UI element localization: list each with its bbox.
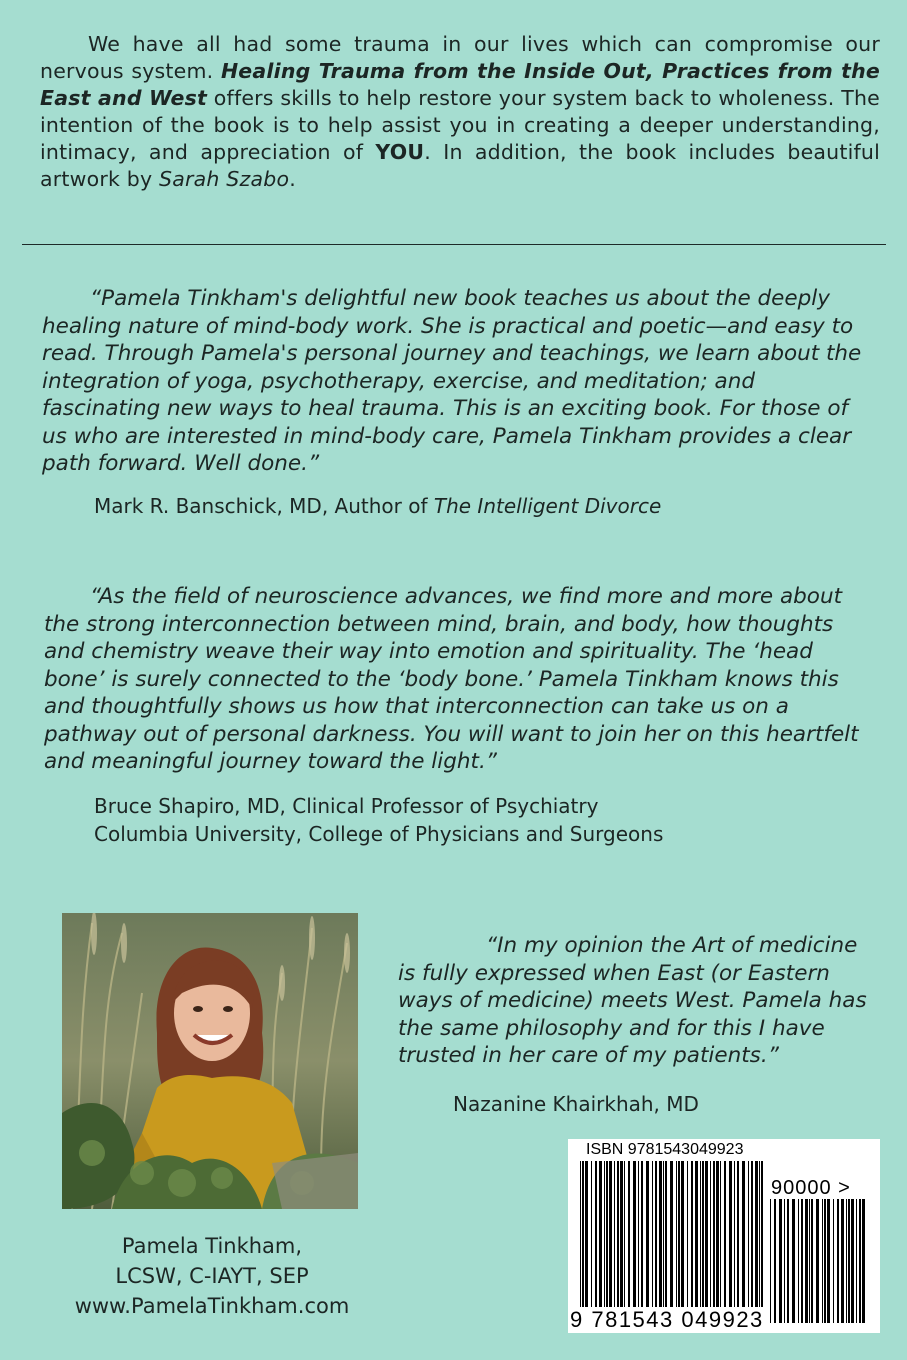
barcode-bar <box>614 1161 615 1307</box>
author-photo <box>62 913 358 1209</box>
intro-paragraph <box>40 31 880 193</box>
barcode-bar <box>665 1161 667 1307</box>
barcode-bar <box>827 1199 830 1323</box>
barcode-bar <box>705 1161 708 1307</box>
you-emphasis: YOU <box>375 140 425 164</box>
barcode-bar <box>655 1161 657 1307</box>
barcode-bar <box>805 1199 808 1323</box>
barcode-bar <box>595 1161 597 1307</box>
endorsement-quote-1: “Pamela Tinkham's delightful new book teaches us about the deeply healing nature of mind-body work. She is practical and poetic—and easy to read. Through Pamela's personal journey and teachings, we learn about the integration of yoga, psychotherapy, exercise, and meditation; and fascinating new ways to heal trauma. This is an exciting book. For those of us who are interested in mind-body care, Pamela Tinkham provides a clear path forward. Well done.” <box>42 286 862 476</box>
barcode-bar <box>770 1199 771 1323</box>
endorsement-quote-3: “In my opinion the Art of medicine is fully expressed when East (or Eastern ways of medicine) meets West. Pamela has the same philosophy and for this I have trusted in her care of my patients.” <box>398 933 867 1068</box>
author-photo-image <box>62 913 358 1209</box>
intro-text: . <box>289 167 296 191</box>
barcode-bar <box>716 1161 719 1307</box>
barcode-bar <box>856 1199 857 1323</box>
barcode-bar <box>663 1161 664 1307</box>
book-title: Healing Trauma from the Inside Out, Practices from the East and West <box>40 59 881 110</box>
barcode-bar <box>784 1199 785 1323</box>
addon-barcode-bars <box>770 1199 866 1323</box>
artist-name: Sarah Szabo <box>159 167 290 191</box>
barcode-bar <box>599 1161 602 1307</box>
barcode-bar <box>724 1161 726 1307</box>
barcode-bar <box>628 1161 630 1307</box>
isbn-label: ISBN 9781543049923 <box>586 1141 744 1158</box>
barcode-bar <box>822 1199 823 1323</box>
barcode-bar <box>678 1161 680 1307</box>
barcode-bar <box>604 1161 605 1307</box>
barcode-bar <box>851 1199 854 1323</box>
barcode-bar <box>641 1161 643 1307</box>
barcode-bar <box>713 1161 715 1307</box>
barcode-bar <box>624 1161 625 1307</box>
barcode-bar <box>646 1161 649 1307</box>
barcode-bar <box>837 1199 839 1323</box>
barcode-bar <box>652 1161 653 1307</box>
barcode-bar <box>816 1199 819 1323</box>
barcode-bar <box>787 1199 789 1323</box>
barcode-bar <box>633 1161 636 1307</box>
barcode-bar <box>755 1161 758 1307</box>
barcode-bar <box>729 1161 732 1307</box>
divider <box>22 244 886 245</box>
author-website: www.PamelaTinkham.com <box>74 1294 350 1318</box>
barcode-bar <box>841 1199 844 1323</box>
barcode-bar <box>617 1161 619 1307</box>
endorsement-attribution-1 <box>94 492 661 520</box>
barcode-bar <box>591 1161 592 1307</box>
barcode-bar <box>862 1199 865 1323</box>
barcode-bar <box>687 1161 688 1307</box>
barcode-bar <box>580 1161 581 1307</box>
barcode-bar <box>620 1161 623 1307</box>
barcode-bar <box>695 1161 698 1307</box>
barcode-bar <box>742 1161 745 1307</box>
endorsement-attribution-3: Nazanine Khairkhah, MD <box>453 1092 699 1116</box>
barcode-bar <box>824 1199 826 1323</box>
barcode-bar <box>700 1161 701 1307</box>
author-name: Pamela Tinkham, <box>121 1234 303 1258</box>
barcode-bar <box>582 1161 584 1307</box>
barcode-bar <box>748 1161 749 1307</box>
barcode-bar <box>720 1161 721 1307</box>
barcode-bar <box>691 1161 693 1307</box>
barcode-bar <box>670 1161 673 1307</box>
barcode-bar <box>659 1161 662 1307</box>
barcode-bar <box>681 1161 684 1307</box>
barcode-bar <box>710 1161 711 1307</box>
barcode-bar <box>846 1199 847 1323</box>
barcode-bar <box>859 1199 861 1323</box>
barcode-bar <box>734 1161 735 1307</box>
barcode-bar <box>609 1161 612 1307</box>
endorsement-attribution-2-line1: Bruce Shapiro, MD, Clinical Professor of Psychiatry <box>94 794 599 818</box>
barcode-bar <box>809 1199 810 1323</box>
barcode-bar <box>848 1199 850 1323</box>
barcode-bar <box>779 1199 782 1323</box>
barcode-bar <box>638 1161 639 1307</box>
barcode-bar <box>676 1161 677 1307</box>
endorsement-quote-2: “As the field of neuroscience advances, we find more and more about the strong interconnection between mind, brain, and body, how thoughts and chemistry weave their way into emotion and spirituality. The ‘head bone’ is surely connected to the ‘body bone.’ Pamela Tinkham knows this and thoughtfully shows us how that interconnection can take us on a pathway out of personal darkness. You will want to join her on this heartfelt and meaningful journey toward the light.” <box>44 584 859 774</box>
intro-text: We have all had some trauma in our lives which can compromise our nervous system. <box>40 32 880 83</box>
intro-text: offers skills to help restore your system back to wholeness. The intention of the book is to help assist you in creating a deeper understanding, intimacy, and appreciation of <box>40 86 880 164</box>
endorsement-attribution-2-line2: Columbia University, College of Physicians and Surgeons <box>94 822 664 846</box>
barcode-bar <box>737 1161 739 1307</box>
barcode-bar <box>702 1161 704 1307</box>
barcode-bar <box>801 1199 803 1323</box>
barcode-bar <box>792 1199 795 1323</box>
attribution-book: The Intelligent Divorce <box>433 494 662 518</box>
author-credentials: LCSW, C-IAYT, SEP <box>115 1264 309 1288</box>
attribution-name: Mark R. Banschick, MD, Author of <box>94 494 434 518</box>
barcode-bar <box>811 1199 813 1323</box>
author-caption <box>62 1231 362 1321</box>
barcode-bar <box>606 1161 608 1307</box>
barcode-bars <box>580 1161 766 1307</box>
barcode-bar <box>585 1161 588 1307</box>
barcode-bar <box>751 1161 753 1307</box>
barcode-bar <box>759 1161 760 1307</box>
barcode-bar <box>774 1199 776 1323</box>
barcode-bar <box>761 1161 763 1307</box>
barcode-bar <box>798 1199 799 1323</box>
barcode-number: 9 781543 049923 <box>570 1307 764 1332</box>
barcode-bar <box>833 1199 834 1323</box>
intro-text: . In addition, the book includes beautiful artwork by <box>40 140 880 191</box>
price-code: 90000 > <box>771 1177 851 1199</box>
isbn-barcode <box>568 1139 880 1333</box>
